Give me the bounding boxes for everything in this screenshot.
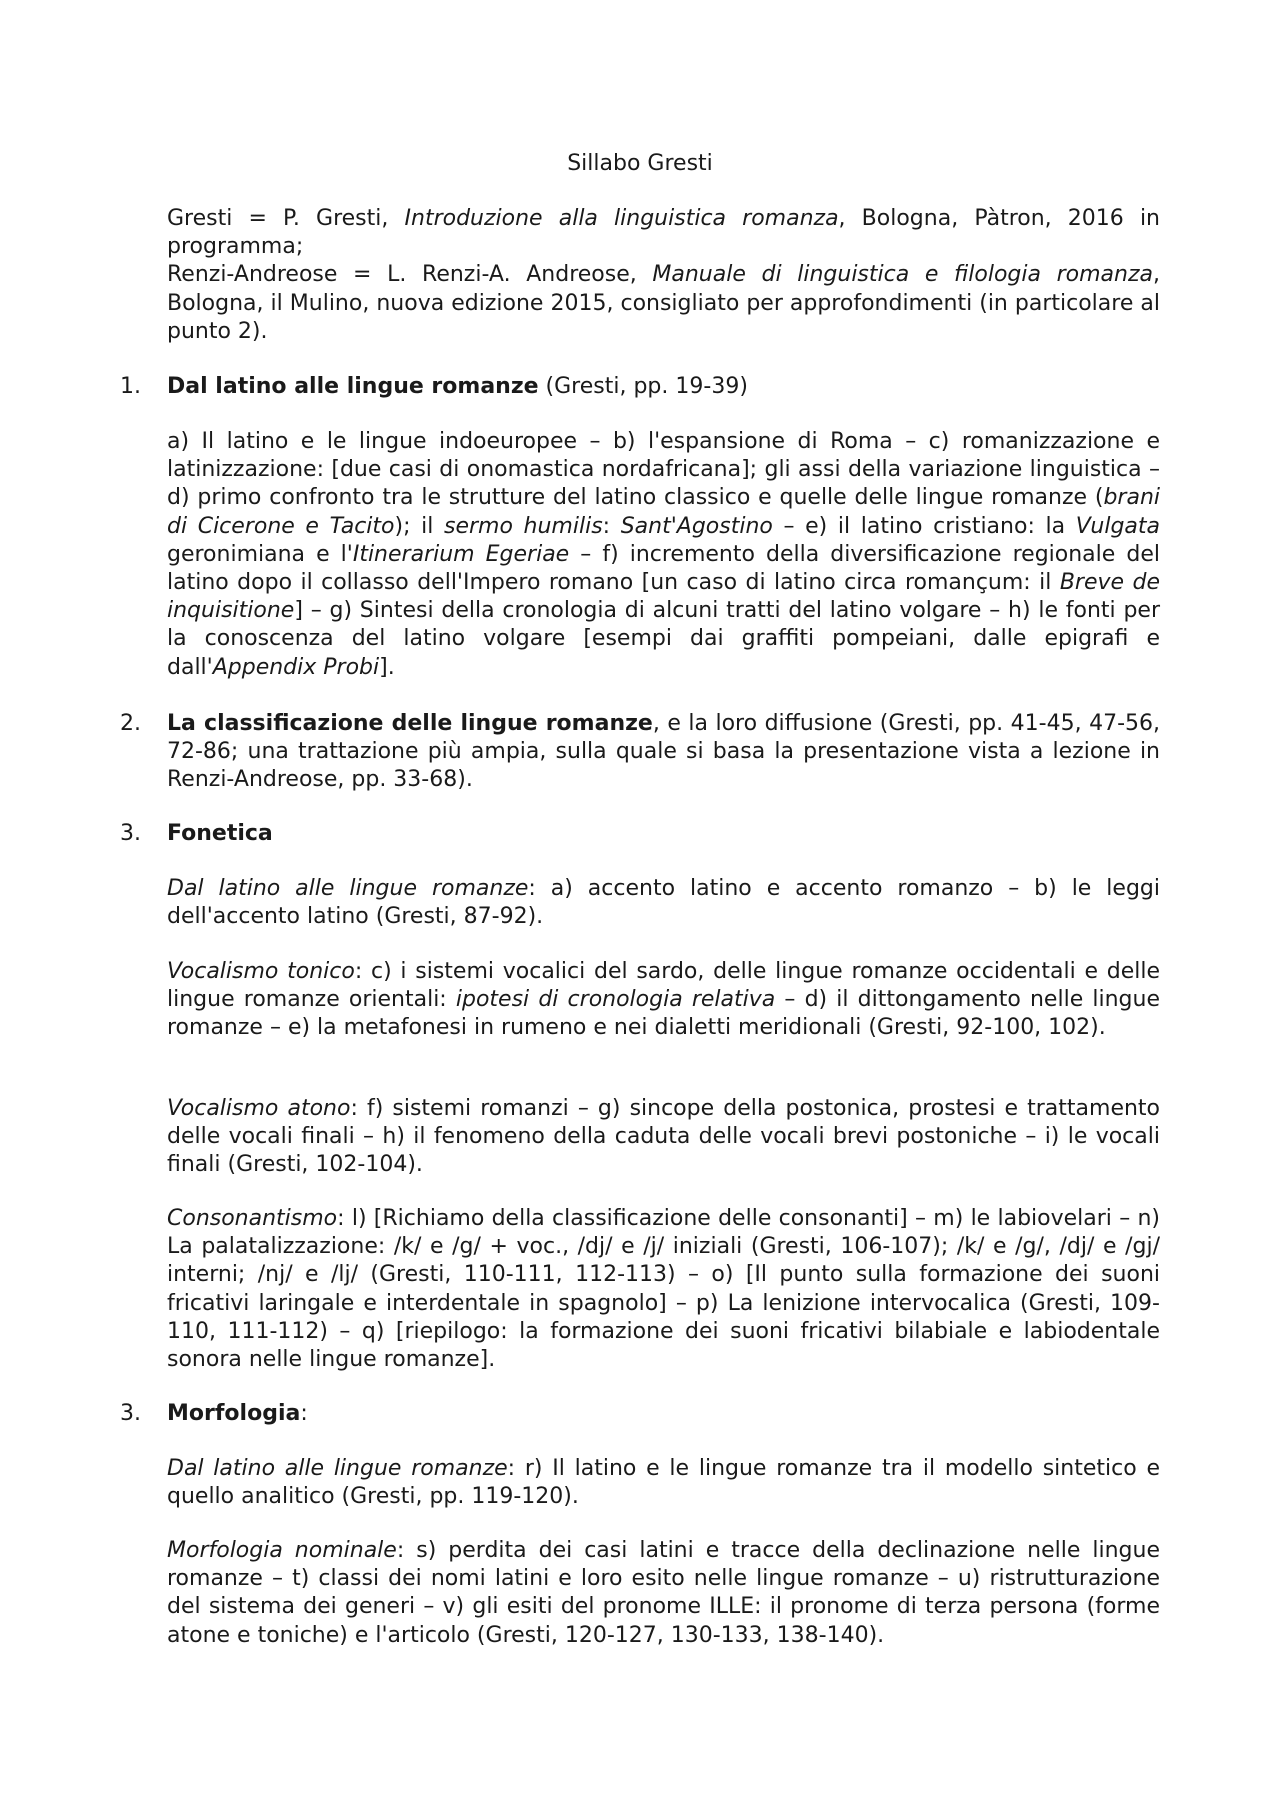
- section-paragraph: Dal latino alle lingue romanze: a) accento latino e accento romanzo – b) le leggi dell'accento latino (Gresti, 87-92).: [167, 876, 1160, 930]
- reference-gresti: [167, 205, 1160, 261]
- section-paragraph: La classificazione delle lingue romanze, e la loro diffusione (Gresti, pp. 41-45, 47-56, 72-86; una trattazione più ampia, sulla quale si basa la presentazione vista a lezione in Renzi-Andreose, pp. 33-68).: [167, 711, 1160, 793]
- section-number: 3.: [120, 1401, 141, 1426]
- section-ref: (Gresti, pp. 19-39): [538, 374, 748, 399]
- page-title: Sillabo Gresti: [567, 151, 713, 176]
- section-paragraph: a) Il latino e le lingue indoeuropee – b) l'espansione di Roma – c) romanizzazione e latinizzazione: [due casi di onomastica nordafricana]; gli assi della variazione linguistica – d) primo confronto tra le strutture del latino classico e quelle delle lingue romanze (brani di Cicerone e Tacito); il sermo humilis: Sant'Agostino – e) il latino cristiano: la Vulgata geronimiana e l'Itinerarium Egeriae – f) incremento della diversificazione regionale del latino dopo il collasso dell'Impero romano [un caso di latino circa romançum: il Breve de inquisitione] – g) Sintesi della cronologia di alcuni tratti del latino volgare – h) le fonti per la conoscenza del latino volgare [esempi dai graffiti pompeiani, dalle epigrafi e dall'Appendix Probi].: [167, 429, 1160, 680]
- reference-renzi-andreose: [167, 261, 1160, 346]
- section-number: 3.: [120, 821, 141, 846]
- section-number: 1.: [120, 374, 141, 399]
- ref-text: , Bologna, il Mulino, nuova edizione 2015, consigliato per approfondimenti (in particolare al punto 2).: [167, 262, 1160, 344]
- section-title: Fonetica: [167, 821, 273, 846]
- section-title: Dal latino alle lingue romanze: [167, 374, 539, 399]
- section-heading: [167, 820, 1160, 848]
- section-heading: [167, 373, 1160, 401]
- ref-text: Gresti = P. Gresti,: [167, 206, 405, 231]
- ref-text: , Bologna, Pàtron, 2016 in programma;: [167, 206, 1160, 260]
- ref-text: Renzi-Andreose = L. Renzi-A. Andreose,: [167, 262, 653, 288]
- ref-title: Introduzione alla linguistica romanza: [404, 206, 839, 231]
- section-paragraph: Vocalismo atono: f) sistemi romanzi – g) sincope della postonica, prostesi e trattamento delle vocali finali – h) il fenomeno della caduta delle vocali brevi postoniche – i) le vocali finali (Gresti, 102-104).: [167, 1096, 1161, 1178]
- section-number: 2.: [120, 711, 141, 736]
- section-paragraph: Morfologia nominale: s) perdita dei casi latini e tracce della declinazione nelle lingue romanze – t) classi dei nomi latini e loro esito nelle lingue romanze – u) ristrutturazione del sistema dei generi – v) gli esiti del pronome ILLE: il pronome di terza persona (forme atone e toniche) e l'articolo (Gresti, 120-127, 130-133, 138-140).: [167, 1538, 1160, 1648]
- section-heading: Morfologia:: [167, 1401, 308, 1426]
- references-block: [167, 205, 1160, 346]
- ref-title: Manuale di linguistica e filologia romanza: [652, 262, 1153, 288]
- section-title: La classificazione delle lingue romanze: [167, 711, 653, 736]
- section-paragraph: Dal latino alle lingue romanze: r) Il latino e le lingue romanze tra il modello sintetico e quello analitico (Gresti, pp. 119-120).: [167, 1456, 1160, 1510]
- section-title: Morfologia: [167, 1401, 301, 1426]
- section-paragraph: Vocalismo tonico: c) i sistemi vocalici del sardo, delle lingue romanze occidentali e delle lingue romanze orientali: ipotesi di cronologia relativa – d) il dittongamento nelle lingue romanze – e) la metafonesi in rumeno e nei dialetti meridionali (Gresti, 92-100, 102).: [167, 959, 1160, 1041]
- section-paragraph: Consonantismo: l) [Richiamo della classificazione delle consonanti] – m) le labiovelari – n) La palatalizzazione: /k/ e /g/ + voc., /dj/ e /j/ iniziali (Gresti, 106-107); /k/ e /g/, /dj/ e /gj/ interni; /nj/ e /lj/ (Gresti, 110-111, 112-113) – o) [Il punto sulla formazione dei suoni fricativi laringale e interdentale in spagnolo] – p) La lenizione intervocalica (Gresti, 109-110, 111-112) – q) [riepilogo: la formazione dei suoni fricativi bilabiale e labiodentale sonora nelle lingue romanze].: [167, 1206, 1160, 1373]
